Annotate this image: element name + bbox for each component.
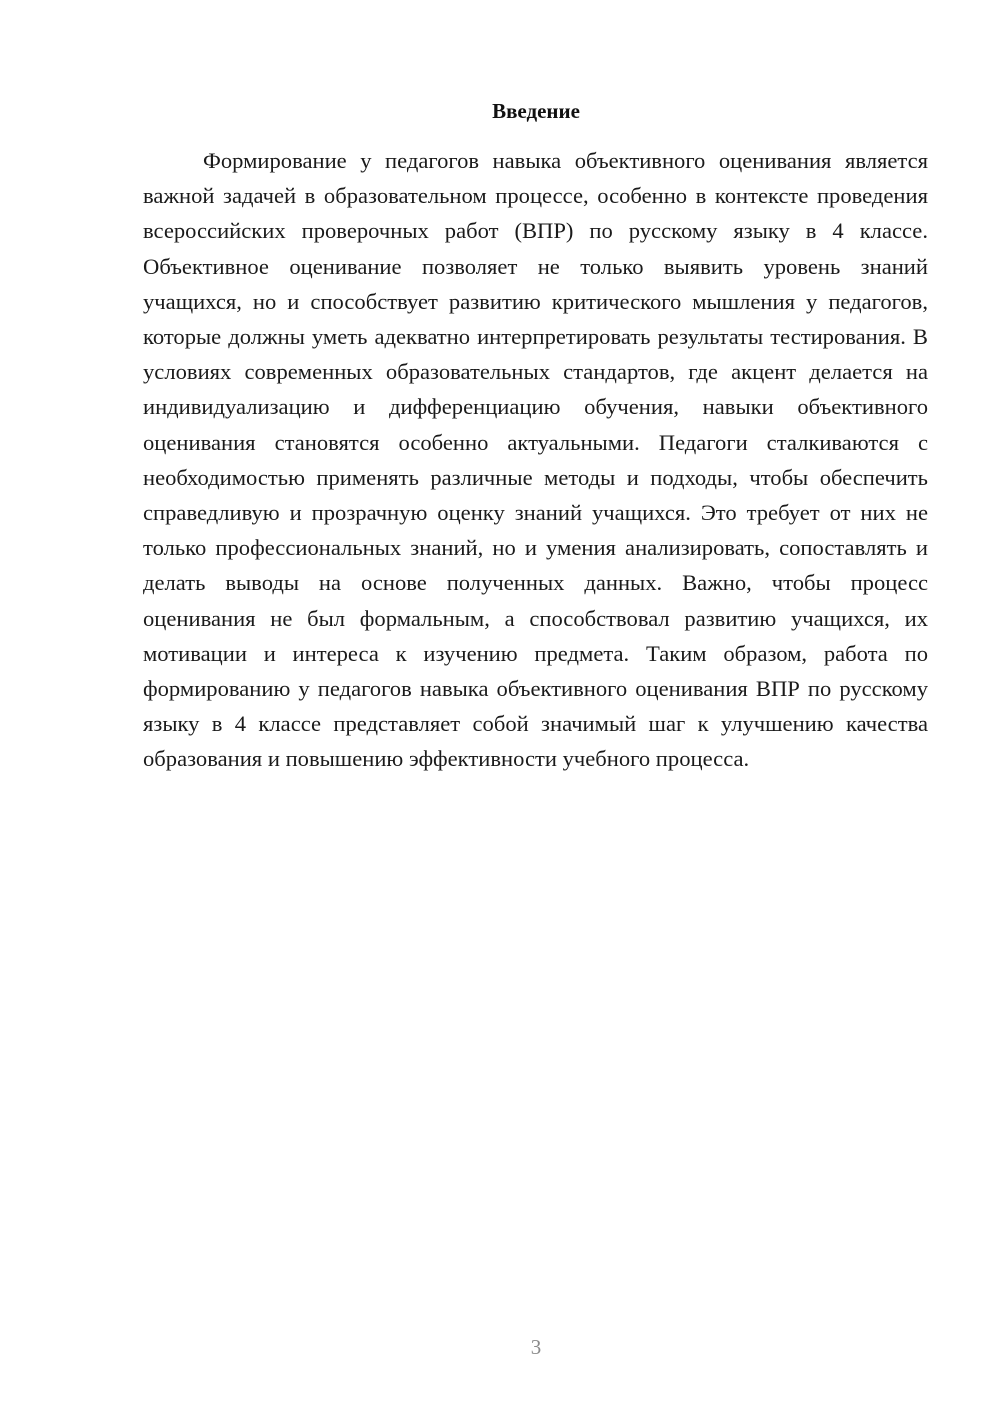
page-number: 3 (530, 1335, 542, 1359)
intro-paragraph: Формирование у педагогов навыка объективного оценивания является важной задачей в образовательном процессе, особенно в контексте проведения всероссийских проверочных работ (ВПР) по русскому языку в 4 классе. Объективное оценивание позволяет не только выявить уровень знаний учащихся, но и способствует развитию критического мышления у педагогов, которые должны уметь адекватно интерпретировать результаты тестирования. В условиях современных образовательных стандартов, где акцент делается на индивидуализацию и дифференциацию обучения, навыки объективного оценивания становятся особенно актуальными. Педагоги сталкиваются с необходимостью применять различные методы и подходы, чтобы обеспечить справедливую и прозрачную оценку знаний учащихся. Это требует от них не только профессиональных знаний, но и умения анализировать, сопоставлять и делать выводы на основе полученных данных. Важно, чтобы процесс оценивания не был формальным, а способствовал развитию учащихся, их мотивации и интереса к изучению предмета. Таким образом, работа по формированию у педагогов навыка объективного оценивания ВПР по русскому языку в 4 классе представляет собой значимый шаг к улучшению качества образования и повышению эффективности учебного процесса. (143, 148, 928, 772)
section-heading: Введение (492, 99, 580, 123)
